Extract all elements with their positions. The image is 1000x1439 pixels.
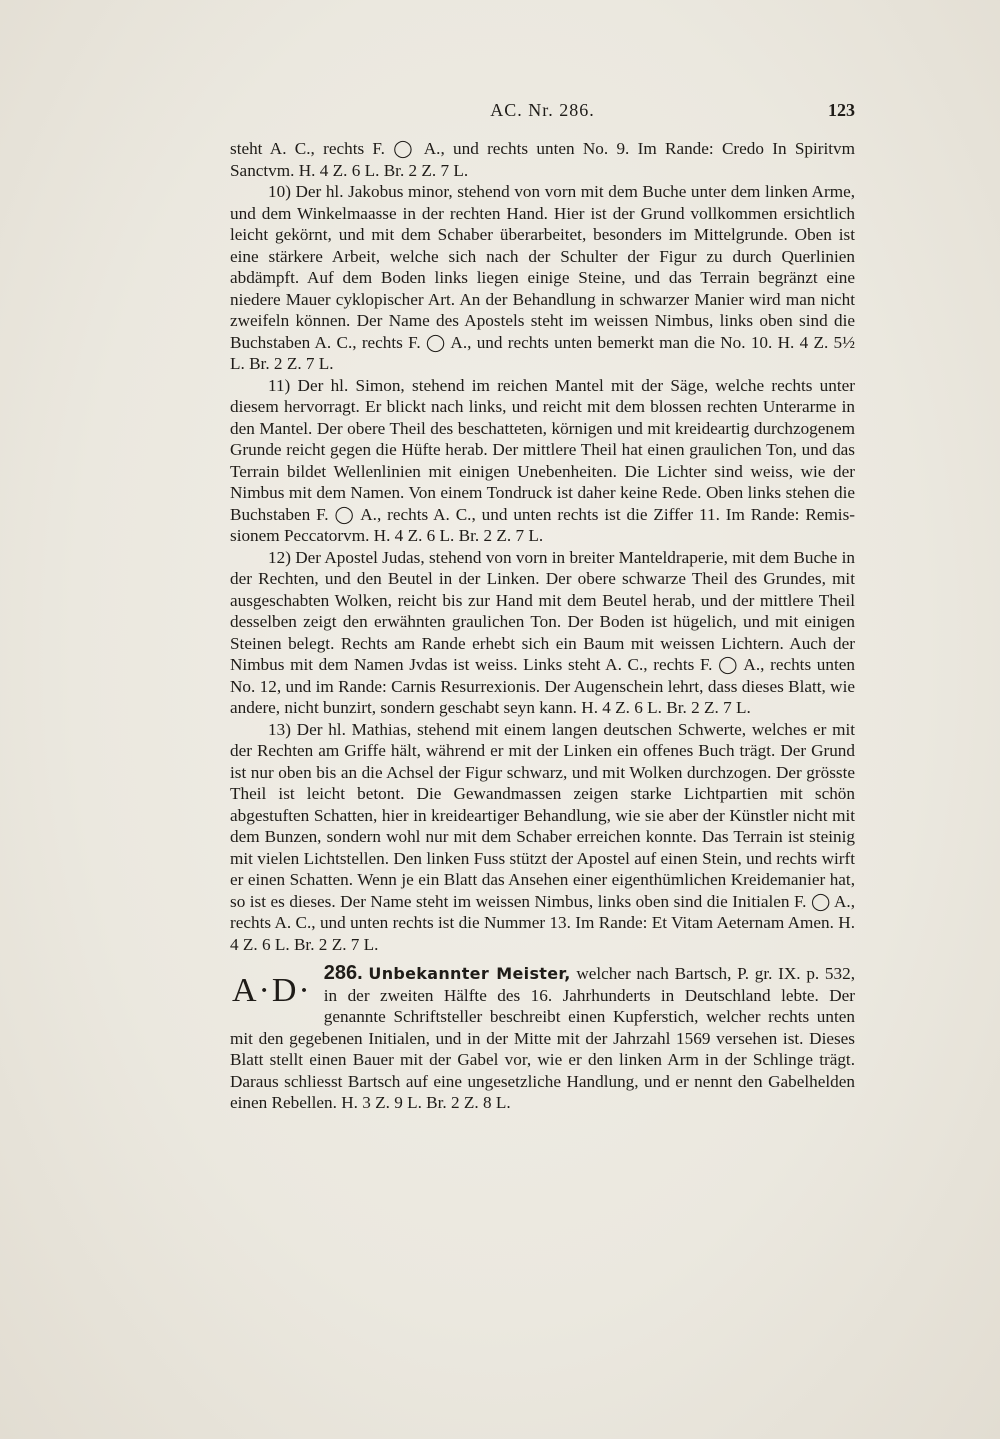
- page-number: 123: [828, 100, 855, 120]
- entry-number: 286.: [323, 962, 363, 984]
- page-header: [230, 100, 855, 126]
- entry-paragraph: [230, 963, 855, 1114]
- paragraph-item-11: 11) Der hl. Simon, stehend im reichen Mantel mit der Säge, welche rechts unter diesem hervorragt. Er blickt nach links, und reicht mit dem blossen rechten Unterarme in den Mantel. Der obere Theil des beschatteten, körnigen und mit kreideartig durchzogenem Grunde reicht gegen die Hüfte herab. Der mittlere Theil hat einen graulichen Ton, und das Terrain bildet Wellenlinien mit einigen Unebenheiten. Die Lichter sind weiss, wie der Nimbus mit dem Namen. Von einem Tondruck ist daher keine Rede. Oben links stehen die Buchstaben F. ◯ A., rechts A. C., und unten rechts ist die Ziffer 11. Im Rande: Remissionem Peccatorvm. H. 4 Z. 6 L. Br. 2 Z. 7 L.: [230, 375, 855, 545]
- body-text: [230, 138, 855, 1114]
- paragraph-item-12: 12) Der Apostel Judas, stehend von vorn in breiter Manteldraperie, mit dem Buche in der Rechten, und den Beutel in der Linken. Der obere schwarze Theil des Grundes, mit ausgeschabten Wolken, reicht bis zur Hand mit dem Beutel herab, und der mittlere Theil desselben zeigt den erwähnten graulichen Ton. Der Boden ist hügelich, und mit einigen Steinen belegt. Rechts am Rande erhebt sich ein Baum mit weissen Lichtern. Auch der Nimbus mit dem Namen Jvdas ist weiss. Links steht A. C., rechts F. ◯ A., rechts unten No. 12, und im Rande: Carnis Resurrexionis. Der Augenschein lehrt, dass dieses Blatt, wie andere, nicht bunzirt, sondern geschabt seyn kann. H. 4 Z. 6 L. Br. 2 Z. 7 L.: [230, 547, 855, 717]
- catalog-entry-286: [230, 963, 855, 1114]
- monogram-ad: A·D·: [232, 972, 312, 1009]
- paragraph-item-13: 13) Der hl. Mathias, stehend mit einem langen deutschen Schwerte, welches er mit der Rechten am Griffe hält, während er mit der Linken ein offenes Buch trägt. Der Grund ist nur oben bis an die Achsel der Figur schwarz, und mit Wolken durchzogen. Der grösste Theil ist leicht betont. Die Gewandmassen zeigen starke Lichtpartien mit schön abgestuften Schatten, hier in kreideartiger Behandlung, wie sie aber der Künstler nicht mit dem Bunzen, sondern wohl nur mit dem Schaber erreichen konnte. Das Terrain ist steinig mit vielen Lichtstellen. Den linken Fuss stützt der Apostel auf einen Stein, und rechts wirft er einen Schatten. Wenn je ein Blatt das Ansehen einer eigenthümlichen Kreidemanier hat, so ist es dieses. Der Name steht im weissen Nimbus, links oben sind die Initialen F. ◯ A., rechts A. C., und unten rechts ist die Nummer 13. Im Rande: Et Vitam Aeternam Amen. H. 4 Z. 6 L. Br. 2 Z. 7 L.: [230, 719, 855, 954]
- paragraph-item-10: 10) Der hl. Jakobus minor, stehend von vorn mit dem Buche unter dem linken Arme, und dem Winkelmaasse in der rechten Hand. Hier ist der Grund vollkommen ersichtlich leicht gekörnt, und mit dem Schaber überarbeitet, besonders im Mittelgrunde. Oben ist eine stärkere Arbeit, welche sich nach der Schulter der Figur zu durch Querlinien abdämpft. Auf dem Boden links liegen einige Steine, und das Terrain begränzt eine niedere Mauer cyklopischer Art. An der Behandlung in schwarzer Manier wird man nicht zweifeln können. Der Name des Apostels steht im weissen Nimbus, links oben sind die Buchstaben A. C., rechts F. ◯ A., und rechts unten bemerkt man die No. 10. H. 4 Z. 5½ L. Br. 2 Z. 7 L.: [230, 182, 855, 373]
- entry-text: welcher nach Bartsch, P. gr. IX. p. 532, in der zweiten Hälfte des 16. Jahrhunderts in Deutschland lebte. Der genannte Schriftsteller beschreibt einen Kupferstich, welcher rechts unten mit den gegebenen Initialen, und in der Mitte mit der Jahrzahl 1569 versehen ist. Dieses Blatt stellt einen Bauer mit der Gabel vor, wie er den linken Arm in der Schlinge trägt. Daraus schliesst Bartsch auf eine ungesetzliche Handlung, und er nennt den Gabelhelden einen Rebellen. H. 3 Z. 9 L. Br. 2 Z. 8 L.: [230, 964, 855, 1112]
- entry-heading: Unbekannter Meister,: [368, 964, 571, 983]
- paragraph-continuation: steht A. C., rechts F. ◯ A., und rechts unten No. 9. Im Rande: Credo In Spiritvm Sanctvm. H. 4 Z. 6 L. Br. 2 Z. 7 L.: [230, 139, 855, 180]
- running-title: AC. Nr. 286.: [490, 100, 595, 120]
